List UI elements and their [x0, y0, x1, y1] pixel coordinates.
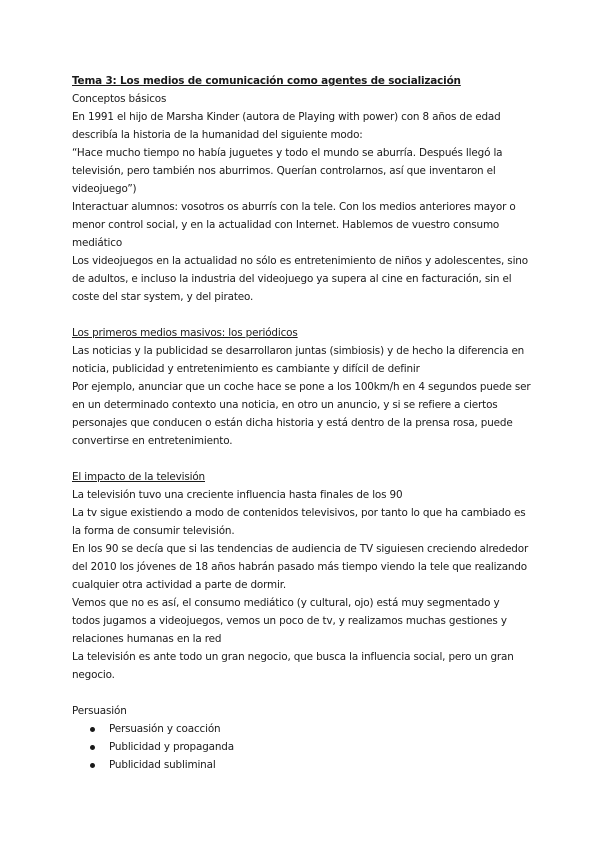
section-heading-television: El impacto de la televisión — [72, 471, 205, 483]
paragraph-line: de adultos, e incluso la industria del videojuego ya supera al cine en facturación, sin el — [72, 273, 512, 285]
paragraph-line: describía la historia de la humanidad del siguiente modo: — [72, 129, 363, 141]
paragraph-line: En 1991 el hijo de Marsha Kinder (autora de Playing with power) con 8 años de edad — [72, 111, 501, 123]
list-item-label: Publicidad subliminal — [109, 759, 216, 771]
list-item — [72, 756, 532, 774]
section-subtitle: Conceptos básicos — [72, 93, 167, 105]
document-page — [72, 72, 532, 774]
paragraph-line: cualquier otra actividad a parte de dormir. — [72, 579, 287, 591]
paragraph-line: La tv sigue existiendo a modo de contenidos televisivos, por tanto lo que ha cambiado es — [72, 507, 526, 519]
paragraph-line: en un determinado contexto una noticia, en otro un anuncio, y si se refiere a ciertos — [72, 399, 498, 411]
paragraph-line: la forma de consumir televisión. — [72, 525, 235, 537]
section-heading-persuasion: Persuasión — [72, 705, 127, 717]
paragraph-line: del 2010 los jóvenes de 18 años habrán pasado más tiempo viendo la tele que realizando — [72, 561, 528, 573]
paragraph-line: videojuego”) — [72, 183, 137, 195]
paragraph-line: menor control social, y en la actualidad con Internet. Hablemos de vuestro consumo — [72, 219, 500, 231]
paragraph-line: Interactuar alumnos: vosotros os aburrís con la tele. Con los medios anteriores mayor o — [72, 201, 516, 213]
paragraph-line: mediático — [72, 237, 123, 249]
list-item-label: Persuasión y coacción — [109, 723, 221, 735]
paragraph-line: personajes que conducen o están dicha historia y está dentro de la prensa rosa, puede — [72, 417, 513, 429]
list-item-label: Publicidad y propaganda — [109, 741, 234, 753]
paragraph-line: La televisión tuvo una creciente influencia hasta finales de los 90 — [72, 489, 403, 501]
paragraph-line: La televisión es ante todo un gran negocio, que busca la influencia social, pero un gran — [72, 651, 514, 663]
bullet-dot-icon — [90, 745, 95, 750]
paragraph-line: En los 90 se decía que si las tendencias de audiencia de TV siguiesen creciendo alrededor — [72, 543, 529, 555]
paragraph-line: Las noticias y la publicidad se desarrollaron juntas (simbiosis) y de hecho la diferencia en — [72, 345, 525, 357]
paragraph-line: relaciones humanas en la red — [72, 633, 222, 645]
paragraph-line: convertirse en entretenimiento. — [72, 435, 233, 447]
paragraph-line: coste del star system, y del pirateo. — [72, 291, 254, 303]
paragraph-line: televisión, pero también nos aburrimos. Querían controlarnos, así que inventaron el — [72, 165, 496, 177]
paragraph-line: negocio. — [72, 669, 115, 681]
list-item — [72, 720, 532, 738]
bullet-list — [72, 720, 532, 774]
list-item — [72, 738, 532, 756]
page-title: Tema 3: Los medios de comunicación como agentes de socialización — [72, 75, 461, 87]
paragraph-line: “Hace mucho tiempo no había juguetes y todo el mundo se aburría. Después llegó la — [72, 147, 503, 159]
paragraph-line: Los videojuegos en la actualidad no sólo es entretenimiento de niños y adolescentes, sino — [72, 255, 528, 267]
paragraph-spacer — [72, 450, 532, 468]
bullet-dot-icon — [90, 727, 95, 732]
paragraph-spacer — [72, 306, 532, 324]
paragraph-line: Por ejemplo, anunciar que un coche hace se pone a los 100km/h en 4 segundos puede ser — [72, 381, 531, 393]
paragraph-line: Vemos que no es así, el consumo mediático (y cultural, ojo) está muy segmentado y — [72, 597, 500, 609]
paragraph-spacer — [72, 684, 532, 702]
paragraph-line: todos jugamos a videojuegos, vemos un poco de tv, y realizamos muchas gestiones y — [72, 615, 507, 627]
section-heading-periodicos: Los primeros medios masivos: los periódicos — [72, 327, 298, 339]
paragraph-line: noticia, publicidad y entretenimiento es cambiante y difícil de definir — [72, 363, 420, 375]
bullet-dot-icon — [90, 763, 95, 768]
